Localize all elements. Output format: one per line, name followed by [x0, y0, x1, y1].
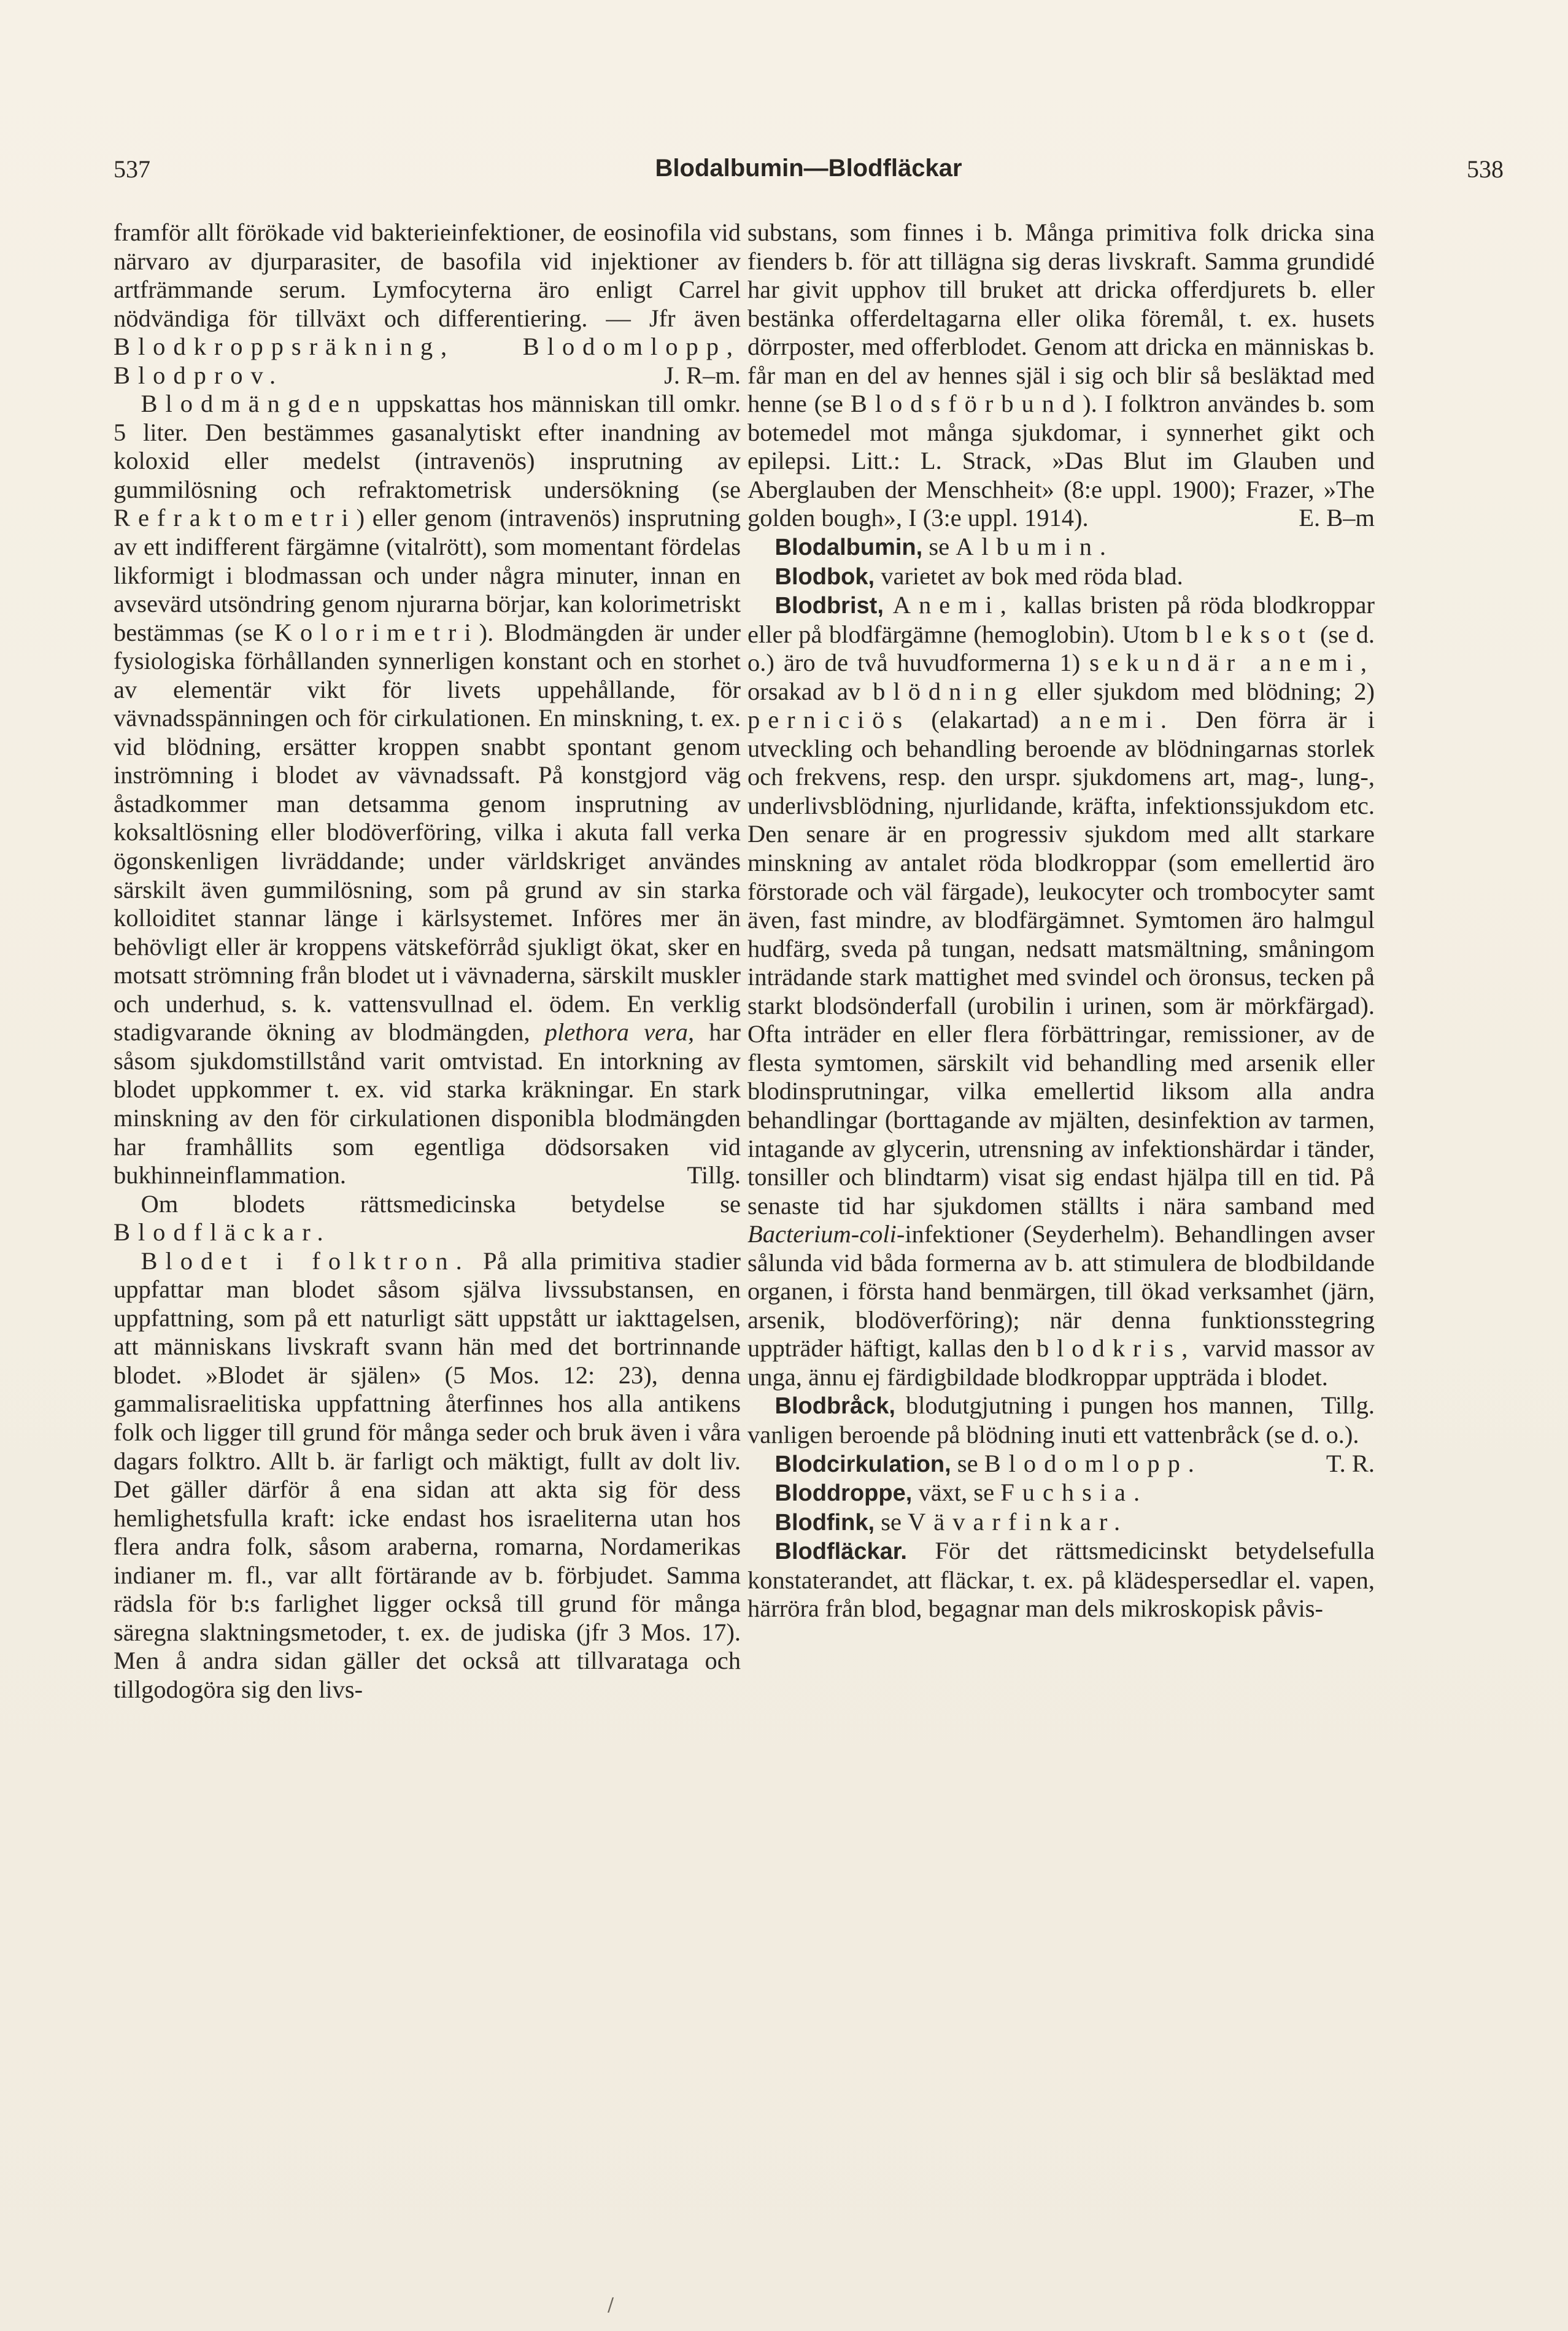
cross-reference: Albumin.: [956, 533, 1114, 561]
author-signature: Tillg.: [1321, 1391, 1375, 1420]
spaced-term: anemi.: [1060, 706, 1175, 734]
headword: Blodbråck,: [774, 1393, 895, 1420]
cross-reference: Blodomlopp.: [984, 1449, 1202, 1477]
headword: Blodbok,: [774, 563, 875, 590]
cross-reference: Blodkroppsräkning,: [114, 333, 455, 361]
headword: Blodbrist,: [774, 593, 884, 619]
stray-mark: /: [608, 2294, 614, 2316]
headword: Bloddroppe,: [774, 1480, 913, 1507]
entry-blodalbumin: Blodalbumin, se Albumin.: [774, 533, 1114, 561]
entry-blodcirkulation: Blodcirkulation, se Blodomlopp.: [774, 1449, 1202, 1477]
entry-blodflackar: Blodfläckar. För det rättsmedicinskt betydelsefulla konstaterandet, att fläckar, t. ex. på klädespersedlar el. vapen, härröra från blod, begagnar man dels mikroskopisk påvis-: [747, 1537, 1375, 1623]
cross-reference: Blodomlopp,: [522, 333, 741, 361]
page-number-left: 537: [114, 155, 150, 183]
spaced-term: blödning: [873, 677, 1025, 705]
paragraph-blodkroppar-cont: framför allt förökade vid bakterieinfektioner, de eosinofila vid närvaro av djurparasiter, de basofila vid injektioner av artfrämmande serum. Lymfocyterna äro enligt Carrel nödvändiga för tillväxt och differentiering. — Jfr även Blodkroppsräkning, Blodomlopp, Blodprov. J. R–m.: [114, 218, 741, 389]
headword: Blodalbumin,: [774, 535, 923, 561]
section-lead: Blodmängden: [141, 390, 368, 418]
headword: Blodfläckar.: [774, 1539, 907, 1565]
cross-reference: Vävarfinkar.: [908, 1507, 1129, 1536]
italic-term: Bacterium-coli: [747, 1220, 897, 1248]
running-head: Blodalbumin—Blodfläckar: [655, 155, 962, 182]
entry-blodbok: Blodbok, varietet av bok med röda blad.: [774, 562, 1183, 590]
author-signature: E. B–m: [1299, 504, 1375, 532]
entry-blodbrist: Blodbrist, Anemi, kallas bristen på röda blodkroppar eller på blodfärgämne (hemoglobin). Utom bleksot (se d. o.) äro de två huvudformerna 1) sekundär anemi, orsakad av blödning eller sjukdom med blödning; 2) perniciös (elakartad) anemi. Den förra är i utveckling och behandling beroende av blödningarnas storlek och frekvens, resp. den urspr. sjukdomens art, mag-, lung-, underlivsblödning, njurlidande, kräfta, infektionssjukdom etc. Den senare är en progressiv sjukdom med allt starkare minskning av antalet röda blodkroppar (som emellertid äro förstorade och väl färgade), leukocyter och trombocyter samt även, fast mindre, av blodfärgämnet. Symtomen äro halmgul hudfärg, sveda på tungan, nedsatt matsmältning, småningom inträdande stark mattighet med svindel och öronsus, tecken på starkt blodsönderfall (urobilin i urinen, som är mörkfärgad). Ofta inträder en eller flera förbättringar, remissioner, av de flesta symtomen, särskilt vid behandling med arsenik eller blodinsprutningar, vilka emellertid liksom alla andra behandlingar (borttagande av mjälten, desinfektion av tarmen, intagande av glycerin, utrensning av infektionshärdar i tänder, tonsiller och blindtarm) visat sig endast hjälpa till en tid. På senaste tid har sjukdomen ställts i nära samband med Bacterium-coli-infektioner (Seyderhelm). Behandlingen avser sålunda vid båda formerna av b. att stimulera de blodbildande organen, i första hand benmärgen, till ökad verksamhet (järn, arsenik, blodöverföring); när denna funktionsstegring uppträder häftigt, kallas den blodkris, varvid massor av unga, ännu ej färdigbildade blodkroppar uppträda i blodet. Tillg.: [747, 591, 1375, 1420]
page-header: [114, 155, 1504, 198]
cross-reference: Blodfläckar.: [114, 1218, 331, 1247]
headword: Blodcirkulation,: [774, 1451, 951, 1477]
spaced-term: blodkris,: [1036, 1334, 1196, 1363]
paragraph-folktron-cont: substans, som finnes i b. Många primitiva folk dricka sina fienders b. för att tillägna sig deras livskraft. Samma grundidé har givit upphov till bruket att dricka offerdjurets b. eller bestänka offerdeltagarna eller olika föremål, t. ex. husets dörrposter, med offerblodet. Genom att dricka en människas b. får man en del av hennes själ i sig och blir så besläktad med henne (se Blodsförbund). I folktron användes b. som botemedel mot många sjukdomar, i synnerhet gikt och epilepsi. Litt.: L. Strack, »Das Blut im Glauben und Aberglauben der Menschheit» (8:e uppl. 1900); Frazer, »The golden bough», I (3:e uppl. 1914). E. B–m: [747, 218, 1375, 532]
cross-reference: bleksot: [1185, 620, 1313, 648]
entry-blodfink: Blodfink, se Vävarfinkar.: [774, 1507, 1129, 1536]
paragraph-blodmangden: Blodmängden uppskattas hos människan till omkr. 5 liter. Den bestämmes gasanalytiskt efter inandning av koloxid eller medelst (intravenös) insprutning av gummilösning och refraktometrisk undersökning (se Refraktometri) eller genom (intravenös) insprutning av ett indifferent färgämne (vitalrött), som momentant fördelas likformigt i blodmassan och under några minuter, innan en avsevärd utsöndring genom njurarna börjar, kan kolorimetriskt bestämmas (se Kolorimetri). Blodmängden är under fysiologiska förhållanden synnerligen konstant och en storhet av elementär vikt för livets uppehållande, för vävnadsspänningen och för cirkulationen. En minskning, t. ex. vid blödning, ersätter kroppen snabbt spontant genom inströmning i blodet av vävnadssaft. På konstgjord väg åstadkommer man detsamma genom insprutning av koksaltlösning eller blodöverföring, vilka i akuta fall verka ögonskenligen livräddande; under världskriget användes särskilt även gummilösning, som på grund av sin starka kolloiditet stannar länge i kärlsystemet. Införes mer än behövligt eller är kroppens vätskeförråd sjukligt ökat, sker en motsatt strömning från blodet ut i vävnaderna, särskilt muskler och underhud, s. k. vattensvullnad el. ödem. En verklig stadigvarande ökning av blodmängden, plethora vera, har såsom sjukdomstillstånd varit omtvistad. En intorkning av blodet uppkommer t. ex. vid starka kräkningar. En stark minskning av den för cirkulationen disponibla blodmängden har framhållits som egentliga dödsorsaken vid bukhinneinflammation. Tillg.: [114, 390, 741, 1189]
author-signature: J. R–m.: [664, 361, 741, 389]
spaced-term: sekundär anemi,: [1089, 649, 1375, 677]
spaced-term: perniciös: [747, 706, 911, 734]
italic-term: plethora vera,: [544, 1018, 695, 1046]
cross-reference: Anemi,: [892, 591, 1014, 619]
paragraph-rattsmedicin: Om blodets rättsmedicinska betydelse se Blodfläckar.: [114, 1189, 741, 1247]
cross-reference: Refraktometri: [114, 504, 357, 532]
author-signature: Tillg.: [687, 1161, 741, 1189]
entry-bloddroppe: Bloddroppe, växt, se Fuchsia.: [774, 1479, 1148, 1507]
entry-blodbrack: Blodbråck, blodutgjutning i pungen hos mannen, vanligen beroende på blödning inuti ett vattenbråck (se d. o.). T. R.: [747, 1391, 1375, 1477]
author-signature: T. R.: [1326, 1449, 1375, 1477]
cross-reference: Blodprov.: [114, 361, 284, 389]
cross-reference: Fuchsia.: [1000, 1479, 1148, 1507]
right-column: [747, 218, 1375, 1623]
section-lead: Blodet i folktron.: [141, 1247, 470, 1275]
left-column: [114, 218, 741, 1704]
cross-reference: Kolorimetri: [274, 618, 479, 646]
headword: Blodfink,: [774, 1509, 875, 1536]
page-number-right: 538: [1467, 155, 1504, 183]
cross-reference: Blodsförbund: [850, 390, 1083, 418]
paragraph-folktron: Blodet i folktron. På alla primitiva stadier uppfattar man blodet såsom själva livssubstansen, en uppfattning, som på ett naturligt sätt uppstått ur iakttagelsen, att människans livskraft svann hän med det bortrinnande blodet. »Blodet är själen» (5 Mos. 12: 23), denna gammalisraelitiska uppfattning återfinnes hos alla antikens folk och ligger till grund för många seder och bruk även i våra dagars folktro. Allt b. är farligt och mäktigt, fullt av dolt liv. Det gäller därför å ena sidan att akta sig för dess hemlighetsfulla kraft: icke endast hos israeliterna utan hos flera andra folk, såsom araberna, romarna, Nordamerikas indianer m. fl., var allt förtärande av b. förbjudet. Samma rädsla för b:s farlighet ligger också till grund för många säregna slaktningsmetoder, t. ex. de judiska (jfr 3 Mos. 17). Men å andra sidan gäller det också att tillvarataga och tillgodogöra sig den livs-: [114, 1247, 741, 1703]
